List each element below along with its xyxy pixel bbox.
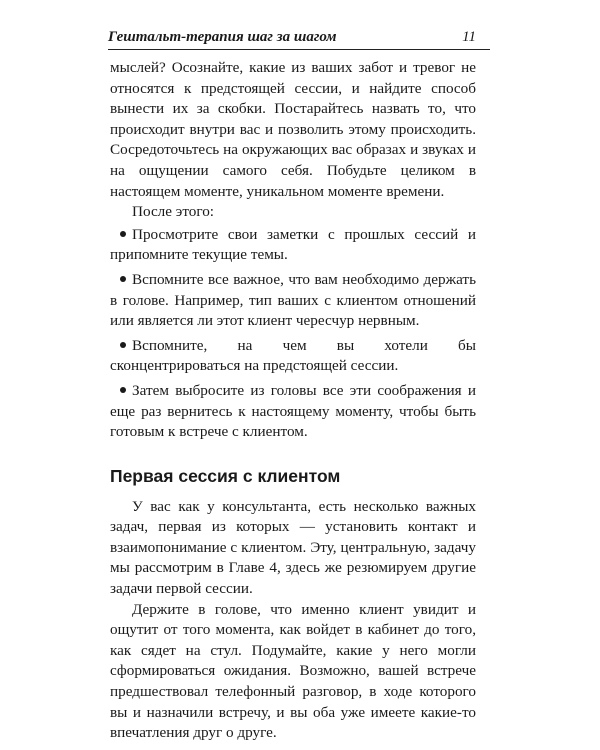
list-item (110, 381, 476, 443)
page-body (110, 58, 476, 744)
section-paragraph: У вас как у консультанта, есть несколько важных задач, первая из которых — установить контакт и взаимопонимание с клиентом. Эту, центральную, задачу мы рассмотрим в Главе 4, здесь же резюмируем другие задачи первой сессии. (110, 497, 476, 598)
header-rule (108, 49, 490, 50)
bullet-list (110, 225, 476, 443)
list-item-text: Вспомните все важное, что вам необходимо держать в голове. Например, тип ваших с клиентом отношений или является ли этот клиент чересчур нервным. (110, 270, 476, 330)
list-item-text: Просмотрите свои заметки с прошлых сессий и припомните текущие темы. (110, 225, 476, 264)
list-item-text: Затем выбросите из головы все эти соображения и еще раз вернитесь к настоящему моменту, чтобы быть готовым к встрече с клиентом. (110, 381, 476, 441)
continuation-paragraph: мыслей? Осознайте, какие из ваших забот и тревог не относятся к предстоящей сессии, и найдите способ вынести их за скобки. Постарайтесь назвать то, что происходит внутри вас и позволить этому происходить. Сосредоточьтесь на окружающих вас образах и звуках и на ощущении самого себя. Побудьте целиком в настоящем моменте, уникальном моменте времени. (110, 59, 476, 200)
list-item-text: Вспомните, на чем вы хотели бы сконцентрироваться на предстоящей сессии. (110, 336, 476, 375)
list-item (110, 336, 476, 377)
page-header (108, 28, 490, 48)
page-number: 11 (462, 29, 476, 45)
section-paragraph: Держите в голове, что именно клиент увидит и ощутит от того момента, как войдет в кабинет до того, как сядет на стул. Подумайте, какие у него могли сформироваться ожидания. Возможно, вашей встрече предшествовал телефонный разговор, в ходе которого вы и назначили встречу, и вы оба уже имеете какие-то впечатления друг о друге. (110, 600, 476, 742)
list-item (110, 270, 476, 332)
section-heading: Первая сессия с клиентом (110, 465, 341, 486)
after-this-line: После этого: (132, 203, 215, 221)
list-item (110, 225, 476, 266)
running-title: Гештальт-терапия шаг за шагом (108, 29, 337, 45)
